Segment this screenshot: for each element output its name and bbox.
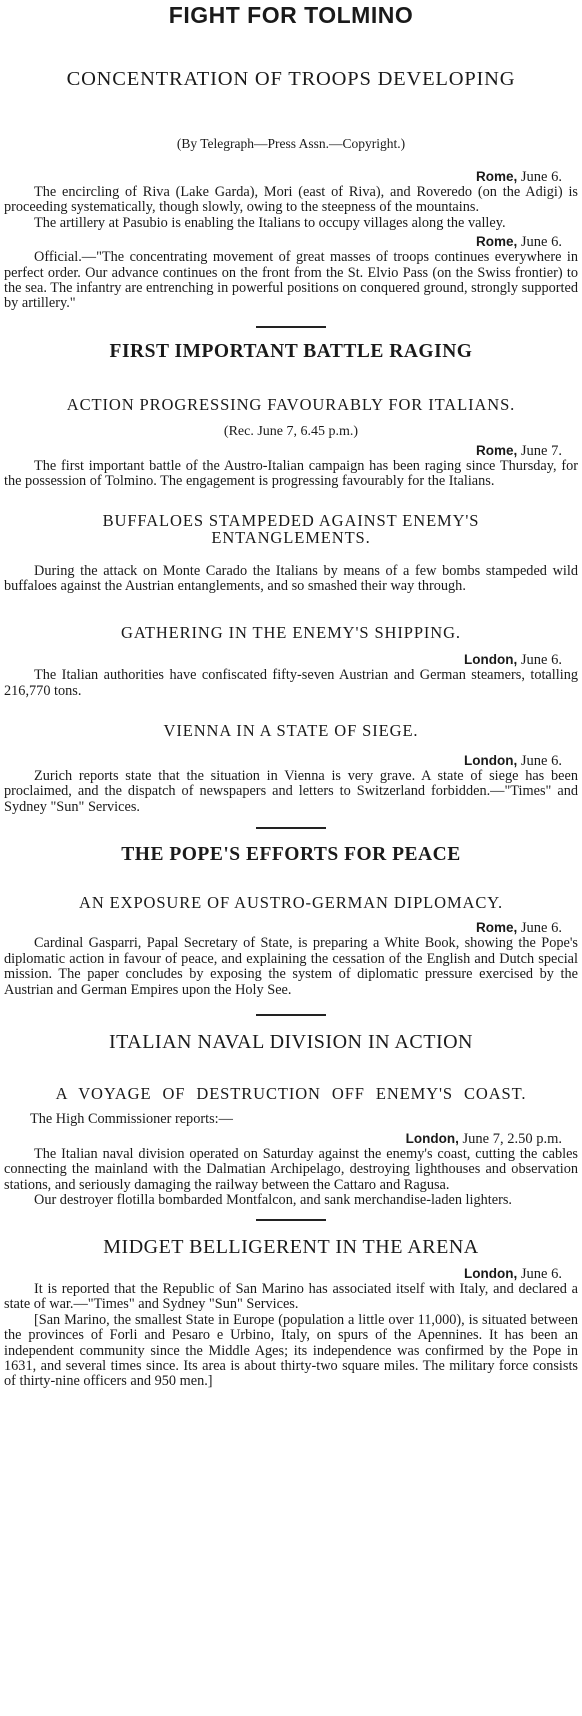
section-subtitle: ACTION PROGRESSING FAVOURABLY FOR ITALIANS.	[66, 395, 516, 415]
section-rule	[256, 326, 326, 328]
dateline-city: London,	[464, 652, 518, 668]
article-buffaloes	[4, 564, 578, 595]
dateline-date: June 6.	[517, 168, 562, 185]
dateline-city: Rome,	[476, 442, 518, 458]
section-title: THE POPE'S EFFORTS FOR PEACE	[121, 844, 461, 866]
received-time: (Rec. June 7, 6.45 p.m.)	[223, 423, 359, 439]
section-subtitle: BUFFALOES STAMPEDED AGAINST ENEMY'S ENTANGLEMENTS.	[102, 510, 480, 547]
section-title: MIDGET BELLIGERENT IN THE ARENA	[103, 1235, 479, 1258]
paragraph: The Italian naval division operated on Saturday against the enemy's coast, cutting the cables connecting the mainland with the Dalmatian Archipelago, destroying lighthouses and observation stations, and seriously damaging the railway between the Cattaro and Ragusa.	[4, 1146, 578, 1193]
dateline-city: Rome,	[476, 168, 518, 184]
section-subtitle: A VOYAGE OF DESTRUCTION OFF ENEMY'S COAST.	[55, 1083, 527, 1103]
article-vienna	[4, 754, 578, 815]
subheadline: CONCENTRATION OF TROOPS DEVELOPING	[66, 68, 516, 90]
dateline-city: Rome,	[476, 233, 518, 249]
paragraph: Official.—"The concentrating movement of great masses of troops continues everywhere in perfect order. Our advance continues on the front from the St. Elvio Pass (on the Swiss frontier) to the sea. The infantry are entrenching in powerful positions on conquered ground, strongly supported by artillery."	[4, 249, 578, 312]
section-rule	[256, 827, 326, 829]
paragraph: The encircling of Riva (Lake Garda), Mori (east of Riva), and Roveredo (on the Adigi) is proceeding systematically, though slowly, owing to the steepness of the mountains.	[4, 183, 578, 216]
dateline	[4, 1132, 578, 1147]
intro-line: The High Commissioner reports:—	[30, 1111, 233, 1128]
article-shipping	[4, 653, 578, 699]
dateline-city: London,	[464, 752, 518, 768]
dateline-date: June 6.	[517, 920, 562, 937]
dateline-date: June 6.	[517, 233, 562, 250]
press-credit: (By Telegraph—Press Assn.—Copyright.)	[176, 135, 406, 151]
dateline-date: June 6.	[517, 1265, 562, 1282]
section-subtitle: VIENNA IN A STATE OF SIEGE.	[163, 721, 419, 741]
section-subtitle: GATHERING IN THE ENEMY'S SHIPPING.	[121, 622, 461, 642]
paragraph: During the attack on Monte Carado the Italians by means of a few bombs stampeded wild buffaloes against the Austrian entanglements, and so smashed their way through.	[4, 562, 578, 595]
dateline-date: June 7, 2.50 p.m.	[458, 1130, 562, 1147]
article-naval	[4, 1112, 578, 1208]
dateline	[4, 1267, 578, 1282]
article-battle	[4, 444, 578, 490]
paragraph: The artillery at Pasubio is enabling the Italians to occupy villages along the valley.	[34, 214, 506, 231]
paragraph: Zurich reports state that the situation in Vienna is very grave. A state of siege has been proclaimed, and the dispatch of newspapers and letters to Switzerland forbidden.—"Times" and Sydney "Sun" Services.	[4, 767, 578, 815]
section-subtitle: AN EXPOSURE OF AUSTRO-GERMAN DIPLOMACY.	[79, 892, 503, 912]
dateline	[4, 921, 578, 936]
article-san-marino	[4, 1267, 578, 1390]
dateline-date: June 7.	[517, 442, 562, 459]
section-rule	[256, 1219, 326, 1221]
headline: FIGHT FOR TOLMINO	[168, 2, 414, 28]
paragraph: The first important battle of the Austro-Italian campaign has been raging since Thursday, for the possession of Tolmino. The engagement is progressing favourably for the Italians.	[4, 458, 578, 490]
dateline	[4, 754, 578, 769]
paragraph: Cardinal Gasparri, Papal Secretary of State, is preparing a White Book, showing the Pope's diplomatic action in favour of peace, and explaining the cessation of the English and Dutch special mission. The paper concludes by exposing the system of diplomatic pressure exercised by the Austrian and German Empires upon the Holy See.	[4, 935, 578, 998]
dateline	[4, 235, 578, 250]
article-pope	[4, 921, 578, 998]
paragraph: Our destroyer flotilla bombarded Montfalcon, and sank merchandise-laden lighters.	[34, 1192, 513, 1209]
dateline	[4, 170, 578, 185]
dateline	[4, 444, 578, 459]
article-tolmino	[4, 170, 578, 312]
dateline-city: London,	[405, 1130, 459, 1146]
dateline-date: June 6.	[517, 752, 562, 769]
dateline-city: Rome,	[476, 920, 518, 936]
paragraph: [San Marino, the smallest State in Europe (population a little over 11,000), is situated between the provinces of Forli and Pesaro e Urbino, Italy, on spurs of the Apennines. It has been an independent community since the Middle Ages; its independence was confirmed by the Pope in 1631, and several times since. Its area is about thirty-two square miles. The military force consists of thirty-nine officers and 950 men.]	[4, 1311, 578, 1390]
section-title: ITALIAN NAVAL DIVISION IN ACTION	[109, 1030, 473, 1053]
dateline-date: June 6.	[517, 652, 562, 669]
section-title: FIRST IMPORTANT BATTLE RAGING	[109, 340, 473, 362]
paragraph: The Italian authorities have confiscated fifty-seven Austrian and German steamers, totalling 216,770 tons.	[4, 667, 578, 699]
section-rule	[256, 1014, 326, 1016]
paragraph: It is reported that the Republic of San Marino has associated itself with Italy, and declared a state of war.—"Times" and Sydney "Sun" Services.	[4, 1280, 578, 1313]
dateline-city: London,	[464, 1265, 518, 1281]
dateline	[4, 653, 578, 668]
